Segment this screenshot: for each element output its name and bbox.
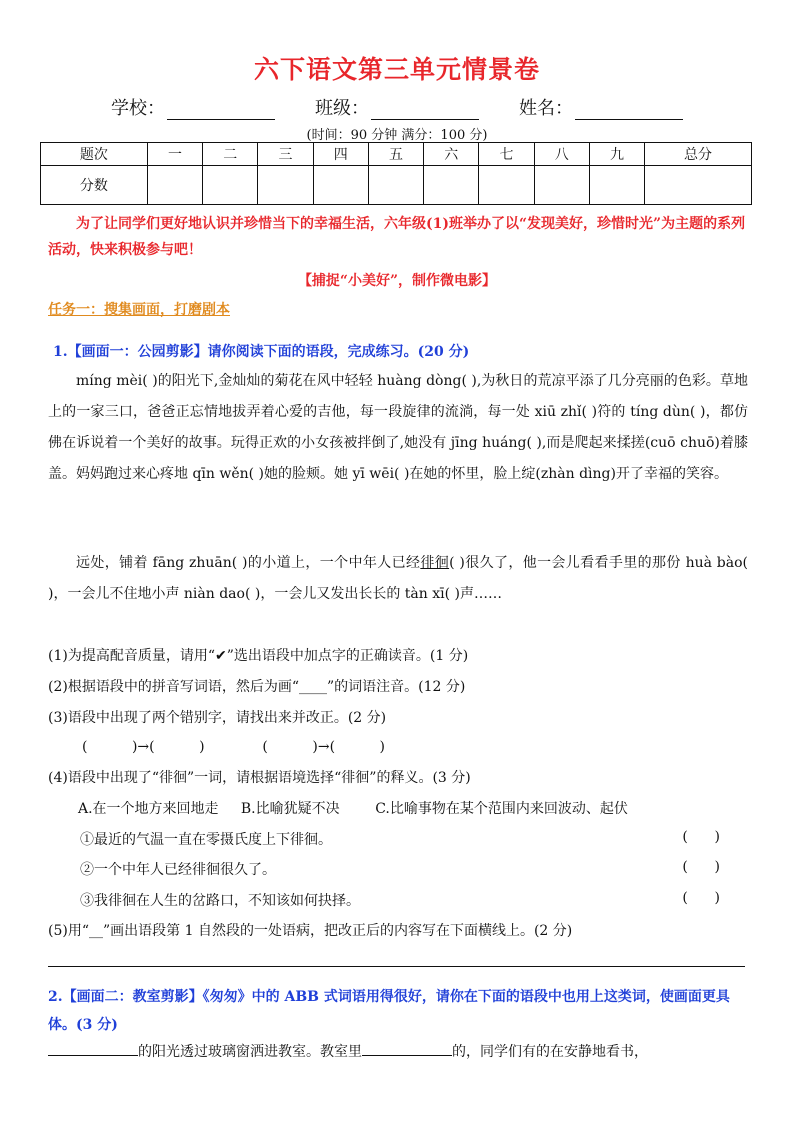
sub-question-5: (5)用“__”画出语段第 1 自然段的一处语病，把改正后的内容写在下面横线上。(2 分) — [48, 923, 573, 939]
blank-1[interactable] — [48, 1041, 138, 1056]
score-table — [40, 142, 752, 205]
page-title: 六下语文第三单元情景卷 — [253, 55, 540, 84]
sub-question-4: (4)语段中出现了“徘徊”一词，请根据语境选择“徘徊”的释义。(3 分) — [48, 770, 471, 786]
question-1-title: 1.【画面一：公园剪影】请你阅读下面的语段，完成练习。(20 分) — [53, 344, 470, 360]
correction-blanks[interactable]: ( )→( ) ( )→( ) — [82, 739, 386, 755]
option-row-3: ③我徘徊在人生的岔路口，不知该如何抉择。 ( ) — [80, 890, 720, 909]
blank-2[interactable] — [362, 1041, 452, 1056]
time-line: (时间：90 分钟 满分：100 分) — [306, 128, 488, 143]
passage-paragraph-2: 远处，铺着 fāng zhuān( )的小道上，一个中年人已经徘徊( )很久了，他一会儿看看手里的那份 huà bào( )，一会儿不住地小声 niàn dao( )，一会儿又发出长长的 tàn xī( )声…… — [48, 555, 748, 602]
task-one-heading: 任务一：搜集画面，打磨剧本 — [48, 302, 230, 318]
passage-paragraph-3: 的阳光透过玻璃窗洒进教室。教室里 的，同学们有的在安静地看书， — [48, 1041, 754, 1063]
class-field[interactable]: 班级： — [315, 94, 479, 120]
sub-question-2: (2)根据语段中的拼音写词语，然后为画“____”的词语注音。(12 分) — [48, 679, 466, 695]
school-field[interactable]: 学校： — [111, 94, 275, 120]
definition-choices: A.在一个地方来回地走 B.比喻犹疑不决 C.比喻事物在某个范围内来回波动、起伏 — [78, 801, 628, 817]
score-header-row: 题次 一 二 三 四 五 六 七 八 九 总分 — [41, 143, 752, 166]
question-2-title: 2.【画面二：教室剪影】《匆匆》中的 ABB 式词语用得很好，请你在下面的语段中也用上这类词，使画面更具体。(3 分) — [48, 989, 730, 1033]
option-row-2: ②一个中年人已经徘徊很久了。 ( ) — [80, 859, 720, 878]
name-field[interactable]: 姓名： — [519, 94, 683, 120]
intro-text: 为了让同学们更好地认识并珍惜当下的幸福生活，六年级(1)班举办了以“发现美好，珍惜时光”为主题的系列活动，快来积极参与吧！ — [48, 216, 746, 258]
sub-question-3: (3)语段中出现了两个错别字，请找出来并改正。(2 分) — [48, 710, 387, 726]
sub-question-1: (1)为提高配音质量，请用“✔”选出语段中加点字的正确读音。(1 分) — [48, 648, 469, 664]
student-info — [0, 94, 794, 120]
answer-line[interactable] — [48, 966, 745, 967]
score-value-row: 分数 — [41, 166, 752, 205]
section-subtitle: 【捕捉“小美好”，制作微电影】 — [297, 273, 497, 289]
passage-paragraph-1: míng mèi( )的阳光下,金灿灿的菊花在风中轻轻 huàng dòng( ),为秋日的荒凉平添了几分亮丽的色彩。草地上的一家三口，爸爸正忘情地拔弄着心爱的吉他，每一段旋律的流淌，每一处 xiū zhǐ( )符的 tíng dùn( )，都仿佛在诉说着一个美好的故事。玩得正欢的小女孩被拌倒了,她没有 jīng huáng( ),而是爬起来揉搓(cuō chuō)着膝盖。妈妈跑过来心疼地 qīn wěn( )她的脸颊。她 yī wēi( )在她的怀里，脸上绽(zhàn dìng)开了幸福的笑容。 — [48, 373, 748, 482]
option-row-1: ①最近的气温一直在零摄氏度上下徘徊。 ( ) — [80, 829, 720, 848]
